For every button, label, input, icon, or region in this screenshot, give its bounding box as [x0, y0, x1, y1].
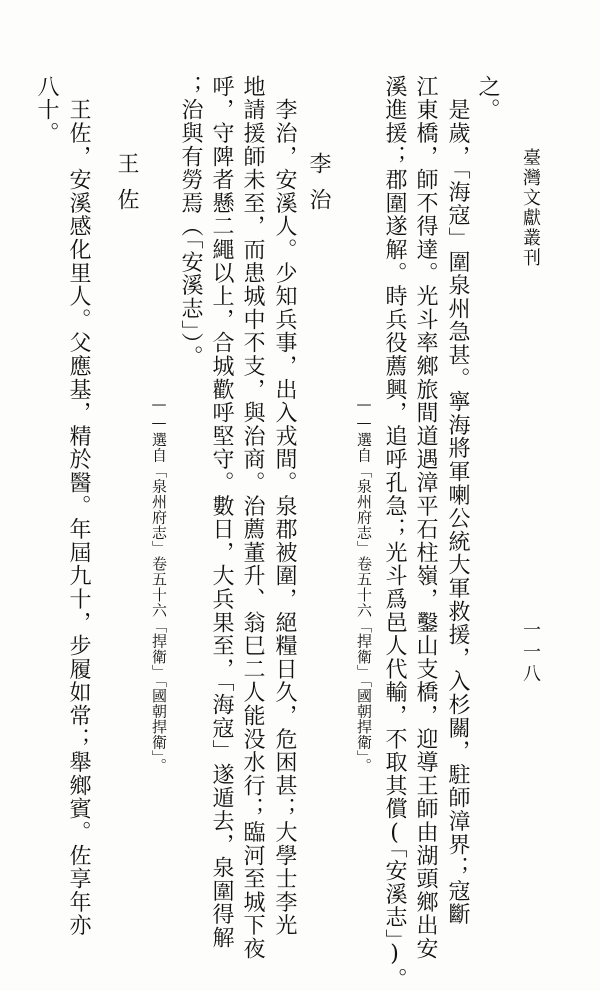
entry-heading-li-zhi: 李治 [306, 152, 331, 224]
li-zhi-line-4: ；治與有勞焉（「安溪志」）。 [178, 75, 203, 369]
prev-entry-line-2: 是歲，「海寇」圍泉州急甚。寧海將軍喇公統大軍救援，入杉關，駐師漳界；寇斷 [445, 75, 470, 927]
prev-entry-line-3: 江東橋，師不得達。光斗率鄉旅間道遇漳平石柱嶺，鑿山支橋，迎導王師由湖頭鄉出安 [413, 75, 438, 961]
wang-zuo-line-2: 八十。 [34, 75, 59, 145]
wang-zuo-line-1: 王佐，安溪感化里人。父應基，精於醫。年屆九十，步履如常；舉鄉賓。佐享年亦 [66, 75, 91, 938]
prev-entry-line-1: 之。 [475, 75, 500, 122]
running-head: 臺灣文獻叢刊 [520, 148, 541, 268]
li-zhi-line-2: 地請援師未至，而患城中不支，與治商。治薦董升、翁巳二人能没水行；臨河至城下夜 [240, 75, 265, 961]
li-zhi-line-3: 呼，守陴者懸二繩以上，合城歡呼堅守。數日，大兵果至，「海寇」遂遁去，泉圍得解 [209, 75, 234, 950]
li-zhi-line-1: 李治，安溪人。少知兵事，出入戎間。泉郡被圍，絕糧日久，危困甚；大學士李光 [272, 75, 297, 938]
entry-heading-wang-zuo: 王佐 [114, 152, 139, 224]
prev-entry-line-4: 溪進援；郡圍遂解。時兵役薦興，追呼孔急；光斗爲邑人代輸，不取其償(「安溪志」)。 [382, 75, 407, 991]
prev-entry-source: ——選自「泉州府志」卷五十六「捍衛」「國朝捍衛」。 [355, 395, 373, 774]
page-number: 一一八 [520, 620, 541, 686]
li-zhi-source: ——選自「泉州府志」卷五十六「捍衛」「國朝捍衛」。 [150, 395, 168, 774]
